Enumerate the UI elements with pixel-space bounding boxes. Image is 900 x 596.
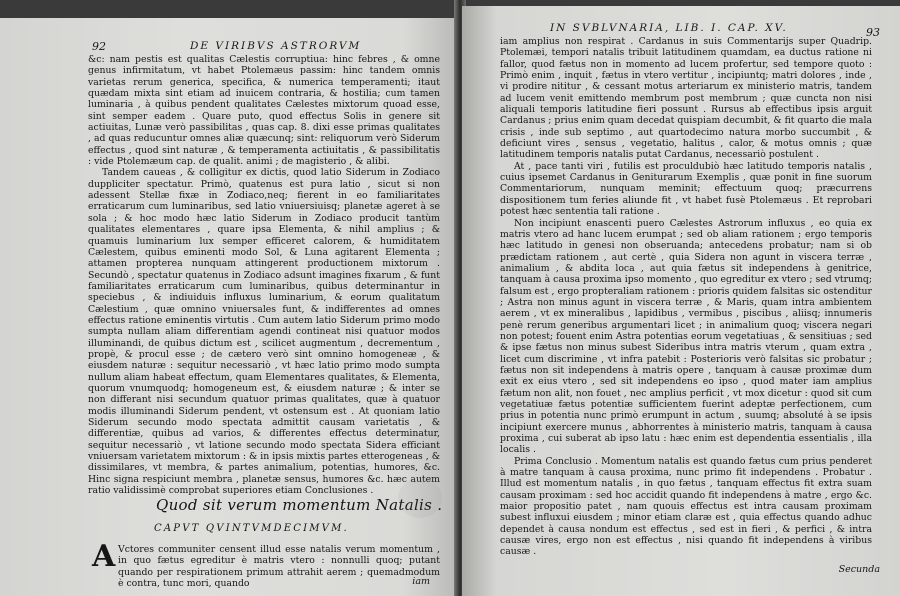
right-running-head: IN SVBLVNARIA, LIB. I. CAP. XV. [550, 22, 788, 34]
left-running-head: DE VIRIBVS ASTRORVM [190, 40, 362, 52]
right-body-text [500, 36, 872, 558]
left-paragraph-2: Tandem caueas , & colligitur ex dictis, quod latio Siderum in Zodiaco duppliciter spectatur. Primò, quatenus est pura latio , sicut si non adessent Stellæ fixæ in Zodiaco,neq; fierent in eo familiaritates erraticarum cum luminaribus, sed latio vniuersiuisq; planetæ ageret à se sola ; & hoc modo hæc latio Siderum in Zodiaco producit tantùm qualitates elementares , quare ipsa Elementa, & nihil amplius ; & quamuis luminarium lux semper efficeret calorem, & humiditatem Cælestem, quibus eminenti modo Sol, & Luna agitarent Elementa ; attamen propterea nunquam attingerent productionem mixtorum . Secundò , spectatur quatenus in Zodiaco adsunt imagines fixarum , & funt familiaritates erraticarum cum luminaribus, quibus determinantur in speciebus , & indiuiduis influxus luminarium, & eorum qualitatum Cælestium , quæ omnino vniuersales funt, & indifferentes ad omnes effectus ratione eminentis virtutis . Cum autem latio Siderum primo modo sumpta nullam aliam differentiam agendi contineat nisi quatuor modos illuminandi, de quibus dictum est , scilicet augmentum , decrementum , propè, & procul esse ; de cætero verò sint omnino homogeneæ , & eiusdem naturæ : sequitur necessariò , vt hæc latio primo modo sumpta nullum aliam habeat effectum, quam Elementares qualitates, & Elementa, quorum vnumquodq; homogeneum est, & eiusdem naturæ ; & inter se non differant nisi secundum quatuor primas qualitates, quæ à quatuor modis illuminandi Siderum pendent, vt ostensum est . At quoniam latio Siderum secundo modo spectata admittit causam varietatis , & differentiæ, quibus ad varios, & differentes effectus determinatur, sequitur necessariò , vt latione secundo modo spectata Sidera efficiant vniuersam varietatem mixtorum : & in ipsis mixtis partes etterogeneas , & dissimilares, vt membra, & partes animalium, potentias, humores, &c. Hinc signa respiciunt membra , planetæ sensus, humores &c. hæc autem ratio validissimè comprobat superiores etiam Conclusiones . [88, 167, 440, 497]
right-paragraph-3: Non incipiunt enascenti puero Cælestes Astrorum influxus , eo quia ex matris vtero ad hanc lucem erumpat ; sed ob aliam rationem ; ergo temporis hæc latitudo in genesi non obseruanda; antecedens probatur; nam si ob prædictam rationem , aut certè , quia Sidera non agunt in viscera terræ , animalium , & abdita loca , aut quia fætus sit independens à genitrice, tanquam à causa proxima ipso momento , quo egreditur ex vtero ; sed vtrumq; falsum est , ergo propteraliam rationem : prioris quidem falsitas sic ostenditur ; Astra non minus agunt in viscera terræ , & Maris, quam intra ambientem aerem , vt ex mineralibus , lapidibus , vermibus , piscibus , aliisq; innumeris penè rerum generibus argumentari licet ; in animalium quoq; viscera negari non potest; fouent enim Astra potentias eorum vegetatiuas , & sensitiuas ; sed & ipse fætus non minus subest Sideribus intra matris vterum , quam extra , licet cum discrimine , vt infra patebit : Posterioris verò falsitas sic probatur ; fætus non sit independens à matris opere , tanquam à causæ proximæ dum exit ex eius vtero , sed sit independens eo ipso , quod mater iam amplius fætum non alit, non fouet , nec amplius perficit , vt mox dicetur : quod sit cum vegetatiuæ fætus potentiæ sufficientem fuerint adeptæ perfectionem, cum prius in potentia nunc primò erumpunt in actum , suumq; absoluté à se ipsis incipiunt exercere munus , abhorrentes à ministerio matris, tanquam à causa proxima , cui suberat ab ipso latu : hæc enim est dependentia essentialis , illa localis . [500, 217, 872, 456]
left-paragraph-1: &c: nam pestis est qualitas Cælestis corruptiua: hinc febres , & omne genus infirmitatum, vt habet Ptolemæus passim: hinc tandem omnis varietas rerum generica, specifica, & numerica temperamenti; itaut quædam mixta sint etiam ad inuicem contraria, & hostilia; cum tamen luminaria , à quibus pendent qualitates Cælestes mixtorum quoad esse, sint semper eadem . Quare puto, quod effectus Solis in genere sit actiuitas, Lunæ verò passibilitas , quas cap. 8. dixi esse primas qualitates , ad quas reducuntur omnes aliæ quæcunq; sint: reliquorum verò Siderum effectus , quod sint naturæ , & temperamenta actiuitatis , & passibilitatis : vide Ptolemæum cap. de qualit. animi ; de magisterio , & alibi. [88, 54, 440, 168]
right-page [462, 6, 900, 596]
right-catchword: Secunda [838, 564, 880, 575]
chapter-opening-text: Vctores communiter censent illud esse natalis verum momentum , in quo fætus egreditur è matris vtero : nonnulli quoq; putant quando per respirationem primum attrahit aerem ; quemadmodum è contra, tunc mori, quando [118, 544, 440, 590]
left-catchword: iam [412, 576, 430, 587]
chapter-title: CAPVT QVINTVMDECIMVM. [154, 523, 349, 534]
left-page [0, 18, 458, 596]
section-title: Quod sit verum momentum Natalis . [156, 496, 443, 514]
right-folio: 93 [866, 26, 880, 39]
dropcap-letter: A [92, 539, 116, 574]
right-paragraph-2: At , pace tanti viri , futilis est proculdubiò hæc latitudo temporis natalis , cuius ipsemet Cardanus in Geniturarum Exemplis , quæ ponit in fine suorum Commentariorum, nunquam meminit; effectuum quoq; præcurrens dispositionem tum feries aliunde fit , vt habet fusè Ptolemæus . Et reprobari potest hæc sententia tali ratione . [500, 160, 872, 218]
right-paragraph-1: iam amplius non respirat . Cardanus in suis Commentarijs super Quadrip. Ptolemæi, tempori natalis tribuit latitudinem quamdam, ea ductus ratione ni fallor, quod fætus non in momento ad lucem profertur, sed tempore quoto : Primò enim , inquit , fætus in vtero vertitur , incipiuntq; matri dolores , inde , vi prodire nititur , & cessant motus arteriarum ex ministerio matris, tandem ad lucem venit emittendo membrum post membrum ; quæ cuncta non nisi aliquali temporis latitudine fieri possunt . Rursus ab effectibus ipsis arguit Cardanus ; prius enim quam decedat quispiam decumbit, & fit quarto die mala crisis , inde sub septimo , aut quartodecimo natura morbo succumbit , & deficiunt vires , sensus , vegetatio, halitus , calor, & motus omnis ; quæ latitudinem temporis natalis putat Cardanus, necessariò postulent . [500, 36, 872, 161]
left-folio: 92 [92, 40, 106, 53]
right-paragraph-4: Prima Conclusio . Momentum natalis est quando fætus cum prius penderet à matre tanquam à causa proxima, nunc primo fit independens . Probatur . Illud est momentum natalis , in quo fætus , tanquam effectus fit extra suam causam proximam : sed hoc accidit quando fit independens à matre , ergo &c. maior propositio patet , nam quouis effectus est intra causam proximam subest influxui eiusdem ; minor etiam claræ est , quia effectus quando adhuc dependet à causa nondum est effectus , sed est in fieri , & perfici , & intra causæ vires, ergo non est effectus , nisi quando fit independens à viribus causæ . [500, 455, 872, 558]
left-body-text [88, 54, 440, 496]
paper-stain [398, 478, 442, 518]
